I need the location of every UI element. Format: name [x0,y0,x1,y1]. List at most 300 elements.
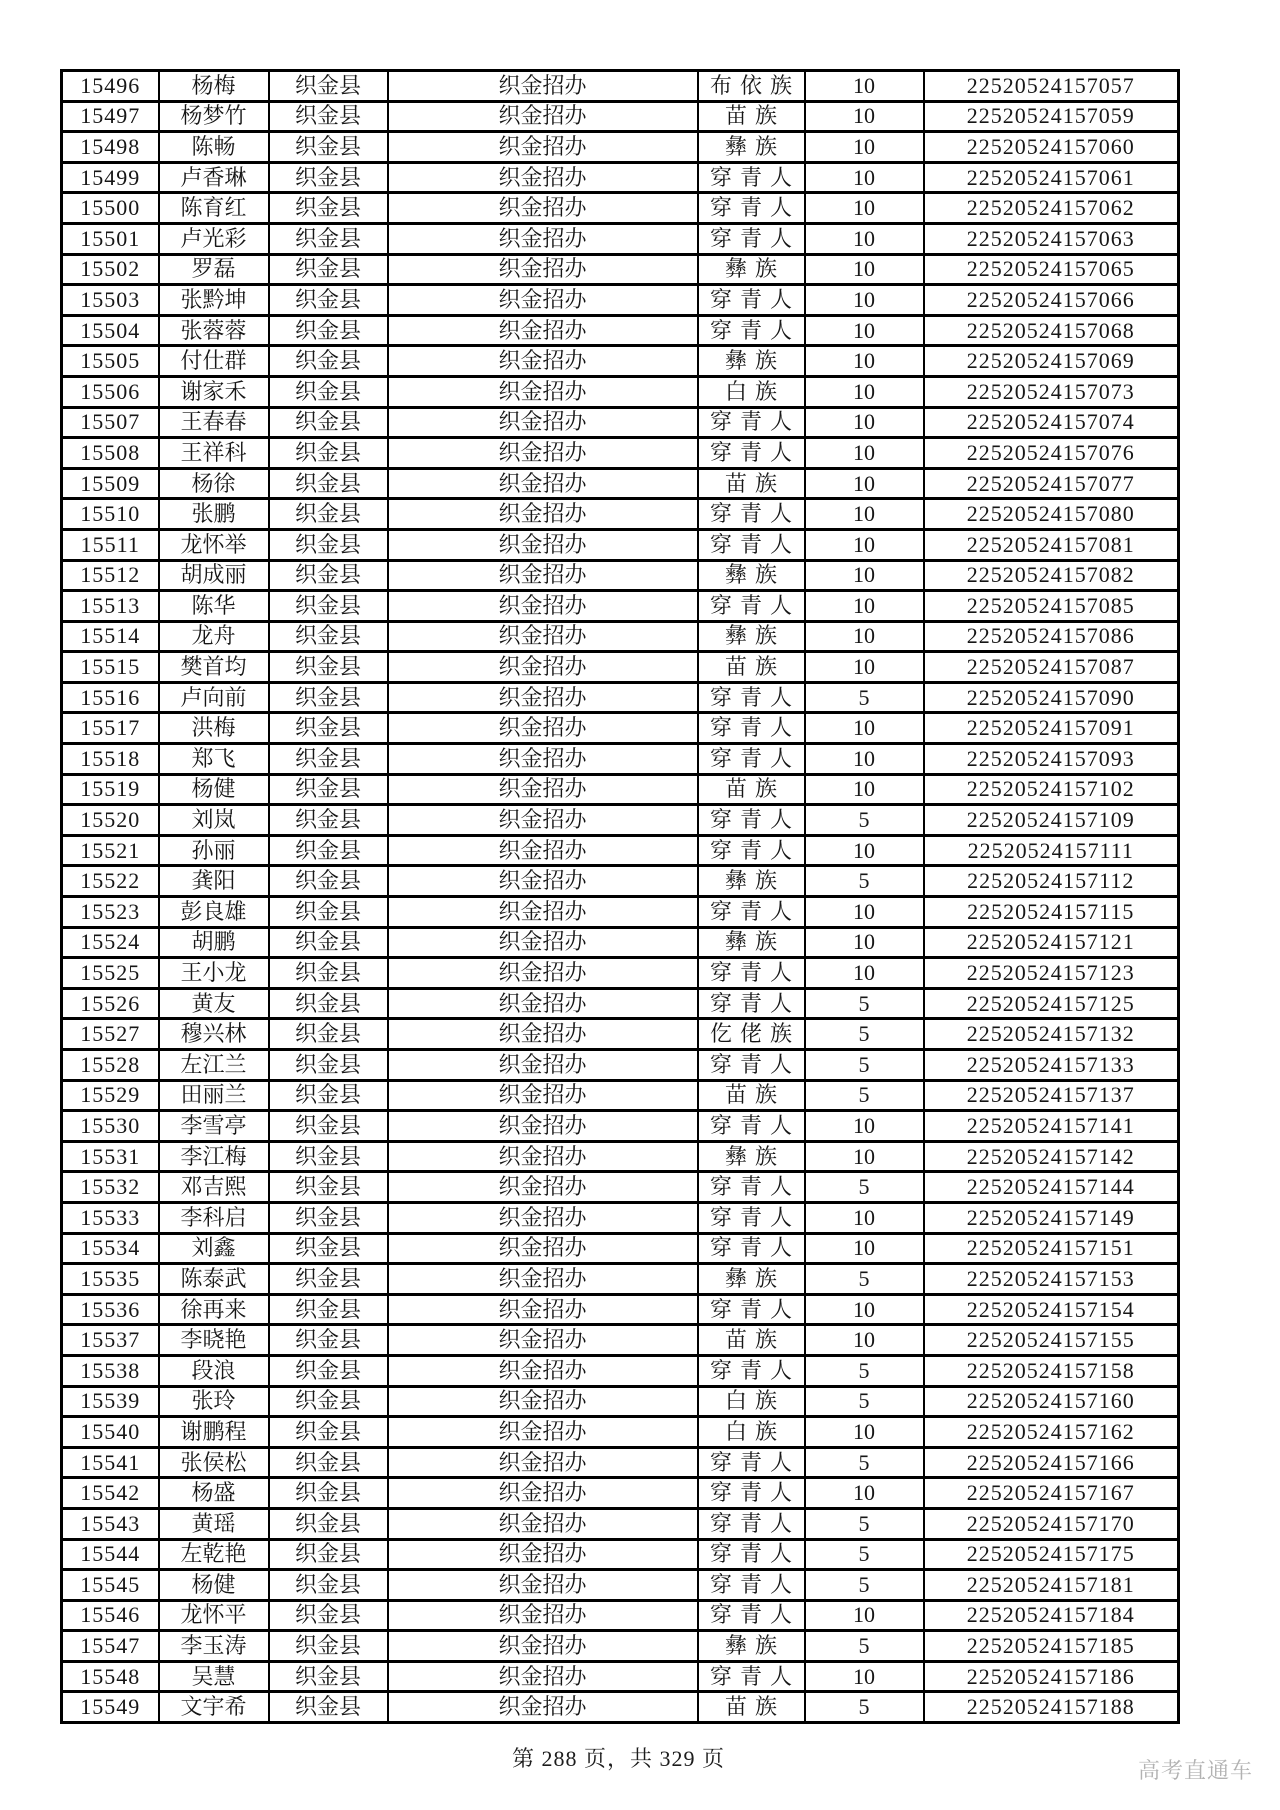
county-cell: 织金县 [269,346,388,377]
table-row [62,1447,1179,1478]
name-cell: 文宇希 [159,1692,269,1723]
bonus-points-cell: 10 [805,285,924,316]
table-row [62,1325,1179,1356]
county-cell: 织金县 [269,101,388,132]
name-cell: 张鹏 [159,499,269,530]
table-row [62,988,1179,1019]
serial-cell: 15538 [62,1355,159,1386]
name-cell: 孙丽 [159,835,269,866]
candidate-number-cell: 22520524157170 [924,1508,1179,1539]
county-cell: 织金县 [269,1661,388,1692]
table-row [62,1478,1179,1509]
county-cell: 织金县 [269,897,388,928]
ethnicity-cell: 穿青人 [698,1233,805,1264]
serial-cell: 15515 [62,652,159,683]
ethnicity-cell: 穿青人 [698,193,805,224]
candidate-number-cell: 22520524157087 [924,652,1179,683]
county-cell: 织金县 [269,438,388,469]
candidate-number-cell: 22520524157061 [924,162,1179,193]
ethnicity-cell: 彝族 [698,1631,805,1662]
table-row [62,1600,1179,1631]
candidate-number-cell: 22520524157141 [924,1111,1179,1142]
county-cell: 织金县 [269,1386,388,1417]
bonus-points-cell: 10 [805,407,924,438]
serial-cell: 15502 [62,254,159,285]
ethnicity-cell: 穿青人 [698,1294,805,1325]
table-row [62,1202,1179,1233]
name-cell: 杨徐 [159,468,269,499]
admissions-office-cell: 织金招办 [388,438,698,469]
bonus-points-cell: 10 [805,591,924,622]
candidate-number-cell: 22520524157082 [924,560,1179,591]
serial-cell: 15524 [62,927,159,958]
bonus-points-cell: 10 [805,315,924,346]
admissions-office-cell: 织金招办 [388,315,698,346]
county-cell: 织金县 [269,713,388,744]
admissions-office-cell: 织金招办 [388,407,698,438]
bonus-points-cell: 10 [805,1202,924,1233]
ethnicity-cell: 穿青人 [698,591,805,622]
county-cell: 织金县 [269,1417,388,1448]
admissions-office-cell: 织金招办 [388,1141,698,1172]
table-row [62,805,1179,836]
serial-cell: 15500 [62,193,159,224]
candidate-number-cell: 22520524157144 [924,1172,1179,1203]
candidate-number-cell: 22520524157153 [924,1264,1179,1295]
admissions-office-cell: 织金招办 [388,958,698,989]
name-cell: 左乾艳 [159,1539,269,1570]
candidate-number-cell: 22520524157091 [924,713,1179,744]
table-row [62,376,1179,407]
name-cell: 卢向前 [159,682,269,713]
ethnicity-cell: 穿青人 [698,1600,805,1631]
table-row [62,1233,1179,1264]
ethnicity-cell: 白族 [698,1417,805,1448]
serial-cell: 15526 [62,988,159,1019]
name-cell: 张蓉蓉 [159,315,269,346]
candidate-number-cell: 22520524157080 [924,499,1179,530]
name-cell: 杨盛 [159,1478,269,1509]
candidate-number-cell: 22520524157086 [924,621,1179,652]
bonus-points-cell: 10 [805,1111,924,1142]
admissions-office-cell: 织金招办 [388,1111,698,1142]
roster-table [60,69,1180,1724]
table-row [62,223,1179,254]
name-cell: 洪梅 [159,713,269,744]
table-row [62,1631,1179,1662]
serial-cell: 15546 [62,1600,159,1631]
ethnicity-cell: 苗族 [698,101,805,132]
candidate-number-cell: 22520524157184 [924,1600,1179,1631]
candidate-number-cell: 22520524157123 [924,958,1179,989]
candidate-number-cell: 22520524157060 [924,132,1179,163]
candidate-number-cell: 22520524157151 [924,1233,1179,1264]
county-cell: 织金县 [269,499,388,530]
table-row [62,1386,1179,1417]
serial-cell: 15507 [62,407,159,438]
serial-cell: 15506 [62,376,159,407]
admissions-office-cell: 织金招办 [388,897,698,928]
name-cell: 杨健 [159,774,269,805]
admissions-office-cell: 织金招办 [388,1172,698,1203]
bonus-points-cell: 10 [805,529,924,560]
table-row [62,285,1179,316]
county-cell: 织金县 [269,1539,388,1570]
county-cell: 织金县 [269,71,388,102]
ethnicity-cell: 彝族 [698,927,805,958]
name-cell: 黄瑶 [159,1508,269,1539]
admissions-office-cell: 织金招办 [388,1386,698,1417]
bonus-points-cell: 10 [805,101,924,132]
ethnicity-cell: 穿青人 [698,958,805,989]
serial-cell: 15536 [62,1294,159,1325]
candidate-number-cell: 22520524157186 [924,1661,1179,1692]
county-cell: 织金县 [269,835,388,866]
serial-cell: 15532 [62,1172,159,1203]
admissions-office-cell: 织金招办 [388,866,698,897]
admissions-office-cell: 织金招办 [388,285,698,316]
county-cell: 织金县 [269,376,388,407]
serial-cell: 15508 [62,438,159,469]
bonus-points-cell: 10 [805,958,924,989]
serial-cell: 15499 [62,162,159,193]
county-cell: 织金县 [269,315,388,346]
ethnicity-cell: 彝族 [698,1264,805,1295]
candidate-number-cell: 22520524157133 [924,1050,1179,1081]
table-row [62,927,1179,958]
serial-cell: 15514 [62,621,159,652]
serial-cell: 15519 [62,774,159,805]
name-cell: 樊首均 [159,652,269,683]
county-cell: 织金县 [269,1264,388,1295]
ethnicity-cell: 穿青人 [698,1172,805,1203]
bonus-points-cell: 10 [805,1478,924,1509]
candidate-number-cell: 22520524157059 [924,101,1179,132]
candidate-number-cell: 22520524157062 [924,193,1179,224]
county-cell: 织金县 [269,652,388,683]
table-row [62,835,1179,866]
serial-cell: 15517 [62,713,159,744]
bonus-points-cell: 10 [805,835,924,866]
candidate-number-cell: 22520524157085 [924,591,1179,622]
admissions-office-cell: 织金招办 [388,621,698,652]
name-cell: 黄友 [159,988,269,1019]
county-cell: 织金县 [269,1080,388,1111]
ethnicity-cell: 苗族 [698,652,805,683]
serial-cell: 15505 [62,346,159,377]
county-cell: 织金县 [269,988,388,1019]
county-cell: 织金县 [269,1631,388,1662]
name-cell: 穆兴林 [159,1019,269,1050]
bonus-points-cell: 10 [805,774,924,805]
candidate-number-cell: 22520524157167 [924,1478,1179,1509]
serial-cell: 15516 [62,682,159,713]
admissions-office-cell: 织金招办 [388,1355,698,1386]
candidate-number-cell: 22520524157125 [924,988,1179,1019]
bonus-points-cell: 5 [805,1508,924,1539]
ethnicity-cell: 穿青人 [698,1355,805,1386]
county-cell: 织金县 [269,1294,388,1325]
page-number: 第 288 页，共 329 页 [511,1746,725,1771]
candidate-number-cell: 22520524157142 [924,1141,1179,1172]
county-cell: 织金县 [269,1019,388,1050]
bonus-points-cell: 10 [805,1600,924,1631]
table-row [62,591,1179,622]
ethnicity-cell: 穿青人 [698,438,805,469]
bonus-points-cell: 5 [805,1386,924,1417]
table-row [62,774,1179,805]
ethnicity-cell: 穿青人 [698,499,805,530]
ethnicity-cell: 穿青人 [698,529,805,560]
name-cell: 李江梅 [159,1141,269,1172]
county-cell: 织金县 [269,254,388,285]
table-row [62,193,1179,224]
table-row [62,560,1179,591]
bonus-points-cell: 10 [805,744,924,775]
name-cell: 田丽兰 [159,1080,269,1111]
table-row [62,1294,1179,1325]
admissions-office-cell: 织金招办 [388,71,698,102]
serial-cell: 15542 [62,1478,159,1509]
name-cell: 龚阳 [159,866,269,897]
serial-cell: 15549 [62,1692,159,1723]
candidate-number-cell: 22520524157155 [924,1325,1179,1356]
table-row [62,1141,1179,1172]
table-row [62,1692,1179,1723]
ethnicity-cell: 彝族 [698,866,805,897]
ethnicity-cell: 穿青人 [698,162,805,193]
table-row [62,1661,1179,1692]
ethnicity-cell: 穿青人 [698,407,805,438]
name-cell: 卢香琳 [159,162,269,193]
admissions-office-cell: 织金招办 [388,162,698,193]
ethnicity-cell: 彝族 [698,132,805,163]
serial-cell: 15511 [62,529,159,560]
bonus-points-cell: 10 [805,223,924,254]
name-cell: 卢光彩 [159,223,269,254]
admissions-office-cell: 织金招办 [388,682,698,713]
name-cell: 杨梅 [159,71,269,102]
admissions-office-cell: 织金招办 [388,1325,698,1356]
ethnicity-cell: 彝族 [698,254,805,285]
ethnicity-cell: 彝族 [698,621,805,652]
admissions-office-cell: 织金招办 [388,1080,698,1111]
table-row [62,958,1179,989]
serial-cell: 15504 [62,315,159,346]
ethnicity-cell: 穿青人 [698,713,805,744]
ethnicity-cell: 穿青人 [698,285,805,316]
county-cell: 织金县 [269,1508,388,1539]
admissions-office-cell: 织金招办 [388,1539,698,1570]
admissions-office-cell: 织金招办 [388,591,698,622]
bonus-points-cell: 10 [805,1325,924,1356]
bonus-points-cell: 10 [805,132,924,163]
county-cell: 织金县 [269,285,388,316]
candidate-number-cell: 22520524157109 [924,805,1179,836]
county-cell: 织金县 [269,1111,388,1142]
bonus-points-cell: 5 [805,866,924,897]
table-row [62,71,1179,102]
name-cell: 邓吉熙 [159,1172,269,1203]
name-cell: 王小龙 [159,958,269,989]
bonus-points-cell: 5 [805,805,924,836]
serial-cell: 15529 [62,1080,159,1111]
candidate-number-cell: 22520524157175 [924,1539,1179,1570]
ethnicity-cell: 白族 [698,376,805,407]
name-cell: 吴慧 [159,1661,269,1692]
serial-cell: 15497 [62,101,159,132]
admissions-office-cell: 织金招办 [388,1478,698,1509]
admissions-office-cell: 织金招办 [388,193,698,224]
name-cell: 刘岚 [159,805,269,836]
name-cell: 胡鹏 [159,927,269,958]
bonus-points-cell: 5 [805,1264,924,1295]
name-cell: 付仕群 [159,346,269,377]
table-row [62,346,1179,377]
serial-cell: 15527 [62,1019,159,1050]
name-cell: 李科启 [159,1202,269,1233]
table-row [62,713,1179,744]
candidate-number-cell: 22520524157137 [924,1080,1179,1111]
ethnicity-cell: 穿青人 [698,1111,805,1142]
county-cell: 织金县 [269,1447,388,1478]
serial-cell: 15547 [62,1631,159,1662]
ethnicity-cell: 穿青人 [698,1202,805,1233]
bonus-points-cell: 10 [805,468,924,499]
candidate-number-cell: 22520524157074 [924,407,1179,438]
serial-cell: 15537 [62,1325,159,1356]
ethnicity-cell: 穿青人 [698,223,805,254]
bonus-points-cell: 5 [805,1019,924,1050]
county-cell: 织金县 [269,1692,388,1723]
ethnicity-cell: 穿青人 [698,682,805,713]
admissions-office-cell: 织金招办 [388,132,698,163]
serial-cell: 15534 [62,1233,159,1264]
admissions-office-cell: 织金招办 [388,1417,698,1448]
admissions-office-cell: 织金招办 [388,1019,698,1050]
candidate-number-cell: 22520524157073 [924,376,1179,407]
candidate-number-cell: 22520524157166 [924,1447,1179,1478]
serial-cell: 15522 [62,866,159,897]
serial-cell: 15528 [62,1050,159,1081]
table-row [62,438,1179,469]
table-row [62,621,1179,652]
admissions-office-cell: 织金招办 [388,1692,698,1723]
table-row [62,468,1179,499]
admissions-office-cell: 织金招办 [388,1570,698,1601]
admissions-office-cell: 织金招办 [388,1447,698,1478]
name-cell: 郑飞 [159,744,269,775]
bonus-points-cell: 10 [805,897,924,928]
county-cell: 织金县 [269,1478,388,1509]
county-cell: 织金县 [269,1202,388,1233]
serial-cell: 15544 [62,1539,159,1570]
county-cell: 织金县 [269,1600,388,1631]
table-row [62,1111,1179,1142]
bonus-points-cell: 10 [805,1141,924,1172]
candidate-number-cell: 22520524157154 [924,1294,1179,1325]
admissions-office-cell: 织金招办 [388,652,698,683]
name-cell: 陈畅 [159,132,269,163]
county-cell: 织金县 [269,1050,388,1081]
name-cell: 谢家禾 [159,376,269,407]
table-row [62,1539,1179,1570]
name-cell: 胡成丽 [159,560,269,591]
admissions-office-cell: 织金招办 [388,1661,698,1692]
ethnicity-cell: 穿青人 [698,1661,805,1692]
admissions-office-cell: 织金招办 [388,1600,698,1631]
candidate-number-cell: 22520524157132 [924,1019,1179,1050]
county-cell: 织金县 [269,468,388,499]
candidate-number-cell: 22520524157068 [924,315,1179,346]
county-cell: 织金县 [269,162,388,193]
bonus-points-cell: 10 [805,713,924,744]
serial-cell: 15531 [62,1141,159,1172]
county-cell: 织金县 [269,805,388,836]
county-cell: 织金县 [269,774,388,805]
serial-cell: 15525 [62,958,159,989]
bonus-points-cell: 10 [805,1233,924,1264]
bonus-points-cell: 5 [805,1631,924,1662]
table-row [62,1570,1179,1601]
roster-body [62,71,1179,1723]
name-cell: 张玲 [159,1386,269,1417]
candidate-number-cell: 22520524157149 [924,1202,1179,1233]
name-cell: 陈育红 [159,193,269,224]
candidate-number-cell: 22520524157069 [924,346,1179,377]
ethnicity-cell: 穿青人 [698,805,805,836]
table-row [62,866,1179,897]
admissions-office-cell: 织金招办 [388,805,698,836]
county-cell: 织金县 [269,958,388,989]
serial-cell: 15520 [62,805,159,836]
table-row [62,132,1179,163]
ethnicity-cell: 苗族 [698,468,805,499]
candidate-number-cell: 22520524157162 [924,1417,1179,1448]
ethnicity-cell: 穿青人 [698,835,805,866]
table-row [62,529,1179,560]
candidate-number-cell: 22520524157066 [924,285,1179,316]
table-row [62,1264,1179,1295]
candidate-number-cell: 22520524157102 [924,774,1179,805]
table-row [62,1050,1179,1081]
admissions-office-cell: 织金招办 [388,468,698,499]
bonus-points-cell: 5 [805,988,924,1019]
name-cell: 徐再来 [159,1294,269,1325]
table-row [62,162,1179,193]
ethnicity-cell: 穿青人 [698,1447,805,1478]
name-cell: 彭良雄 [159,897,269,928]
table-row [62,1019,1179,1050]
candidate-number-cell: 22520524157185 [924,1631,1179,1662]
serial-cell: 15543 [62,1508,159,1539]
table-row [62,1508,1179,1539]
bonus-points-cell: 10 [805,621,924,652]
admissions-office-cell: 织金招办 [388,1264,698,1295]
bonus-points-cell: 10 [805,376,924,407]
county-cell: 织金县 [269,223,388,254]
table-row [62,101,1179,132]
bonus-points-cell: 10 [805,927,924,958]
county-cell: 织金县 [269,682,388,713]
candidate-number-cell: 22520524157093 [924,744,1179,775]
serial-cell: 15539 [62,1386,159,1417]
ethnicity-cell: 穿青人 [698,315,805,346]
county-cell: 织金县 [269,621,388,652]
serial-cell: 15530 [62,1111,159,1142]
bonus-points-cell: 10 [805,254,924,285]
bonus-points-cell: 5 [805,682,924,713]
